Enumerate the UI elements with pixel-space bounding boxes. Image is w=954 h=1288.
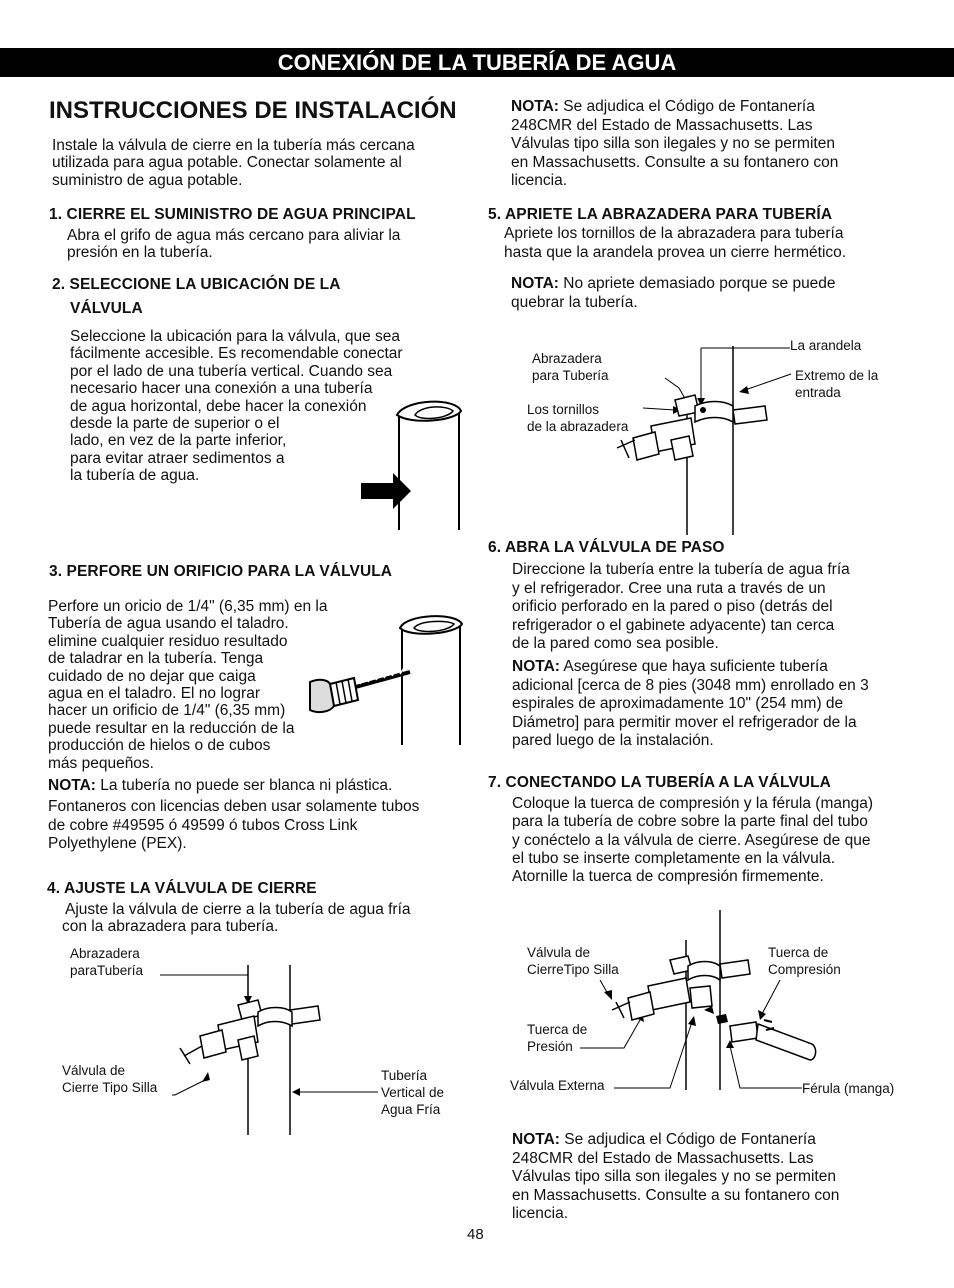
step2-title: 2. SELECCIONE LA UBICACIÓN DE LA	[52, 276, 341, 293]
step3-title	[49, 563, 392, 581]
note-top	[511, 98, 931, 191]
step3-title-text: . PERFORE UN ORIFICIO PARA LA VÁLVULA	[57, 563, 393, 580]
label-clamp-5: Abrazadera para Tubería	[532, 351, 609, 383]
step5-text: Apriete los tornillos de la abrazadera para tubería hasta que la arandela provea un cierre hermético.	[504, 225, 847, 261]
pipe-selection-illustration	[355, 395, 475, 535]
step1-text: Abra el grifo de agua más cercano para aliviar la presión en la tubería.	[67, 227, 401, 262]
label-valve-4: Válvula de Cierre Tipo Silla	[62, 1063, 158, 1095]
step3-text: Perfore un oricio de 1/4" (6,35 mm) en la Tubería de agua usando el taladro. elimine cualquier residuo resultado de taladrar en la tubería. Tenga cuidado de no dejar que caiga agua en el taladro. El no lograr hacer un orificio de 1/4" (6,35 mm) puede resultar en la reducción de la producción de hielos o de cubos más pequeños.	[48, 598, 328, 772]
label-compression-nut-7: Tuerca de Compresión	[768, 945, 841, 977]
label-ferrule-7: Férula (manga)	[802, 1081, 895, 1096]
step3-note	[48, 777, 468, 794]
step3-number: 3	[49, 563, 58, 580]
step5-note	[511, 275, 931, 312]
intro-text: Instale la válvula de cierre en la tubería más cercana utilizada para agua potable. Conectar solamente al suministro de agua potable.	[52, 137, 415, 189]
label-outer-valve-7: Válvula Externa	[510, 1078, 605, 1093]
step6-note	[512, 658, 932, 751]
note-bottom-label: NOTA:	[512, 1131, 560, 1148]
label-screws-5: Los tornillos de la abrazadera	[527, 402, 629, 434]
label-washer-5: La arandela	[790, 338, 862, 353]
section-banner: CONEXIÓN DE LA TUBERÍA DE AGUA	[0, 48, 954, 77]
step2-text: Seleccione la ubicación para la válvula, que sea fácilmente accesible. Es recomendable conectar por el lado de una tubería vertical. Cuando sea necesario hacer una conexión a una tubería de agua horizontal, debe hacer la conexión desde la parte de superior o el lado, en vez de la parte inferior, para evitar atraer sedimentos a la tubería de agua.	[70, 328, 403, 485]
step5-note-text: No apriete demasiado porque se puede quebrar la tubería.	[511, 275, 836, 311]
step4-title: 4. AJUSTE LA VÁLVULA DE CIERRE	[47, 880, 317, 897]
note-bottom-text: Se adjudica el Código de Fontanería 248CMR del Estado de Massachusetts. Las Válvulas tipo silla son ilegales y no se permiten en Massachusetts. Consulte a su fontanero con licencia.	[512, 1131, 840, 1223]
note-top-label: NOTA:	[511, 98, 559, 115]
step1-title: 1. CIERRE EL SUMINISTRO DE AGUA PRINCIPAL	[49, 206, 416, 223]
saddle-valve-diagram	[150, 960, 380, 1135]
step2-title-cont: VÁLVULA	[70, 300, 143, 317]
label-pipe-4: Tubería Vertical de Agua Fría	[381, 1068, 445, 1117]
note-bottom	[512, 1131, 932, 1224]
note-top-text: Se adjudica el Código de Fontanería 248CMR del Estado de Massachusetts. Las Válvulas tipo silla son ilegales y no se permiten en Massachusetts. Consulte a su fontanero con licencia.	[511, 98, 839, 190]
drill-illustration	[310, 610, 470, 750]
label-clamp-4: Abrazadera paraTubería	[70, 946, 144, 978]
label-inlet-5: Extremo de la entrada	[795, 368, 879, 400]
step6-note-text: Asegúrese que haya suficiente tubería adicional [cerca de 8 pies (3048 mm) enrollado en 3 espirales de aproximadamente 10" (254 mm) de Diámetro] para permitir mover el refrigerador de la pared luego de la instalación.	[512, 658, 869, 750]
step3-extra: Fontaneros con licencias deben usar solamente tubos de cobre #49595 ó 49599 ó tubos Cross Link Polyethylene (PEX).	[48, 798, 420, 852]
tube-connection-diagram	[580, 910, 830, 1090]
step3-note-text: La tubería no puede ser blanca ni plástica.	[95, 777, 393, 794]
step4-text: Ajuste la válvula de cierre a la tubería de agua fría con la abrazadera para tubería.	[62, 901, 411, 936]
step3-note-label: NOTA:	[48, 777, 96, 794]
step5-title: 5. APRIETE LA ABRAZADERA PARA TUBERÍA	[488, 206, 833, 223]
page-number: 48	[467, 1226, 484, 1243]
step7-title: 7. CONECTANDO LA TUBERÍA A LA VÁLVULA	[488, 774, 831, 791]
page-heading: INSTRUCCIONES DE INSTALACIÓN	[49, 97, 457, 124]
step7-text: Coloque la tuerca de compresión y la férula (manga) para la tubería de cobre sobre la parte final del tubo y conéctelo a la válvula de cierre. Asegúrese de que el tubo se inserte completamente en la válvula. Atornille la tuerca de compresión firmemente.	[512, 795, 873, 886]
step5-note-label: NOTA:	[511, 275, 559, 292]
step6-text: Direccione la tubería entre la tubería de agua fría y el refrigerador. Cree una ruta a través de un orificio perforado en la pared o piso (detrás del refrigerador o el gabinete adyacente) tan cerca de la pared como sea posible.	[512, 561, 850, 653]
step6-title: 6. ABRA LA VÁLVULA DE PASO	[488, 539, 725, 556]
clamp-tighten-diagram	[615, 340, 795, 535]
step6-note-label: NOTA:	[512, 658, 560, 675]
label-pressure-nut-7: Tuerca de Presión	[527, 1022, 588, 1054]
label-valve-7: Válvula de CierreTipo Silla	[527, 945, 619, 977]
